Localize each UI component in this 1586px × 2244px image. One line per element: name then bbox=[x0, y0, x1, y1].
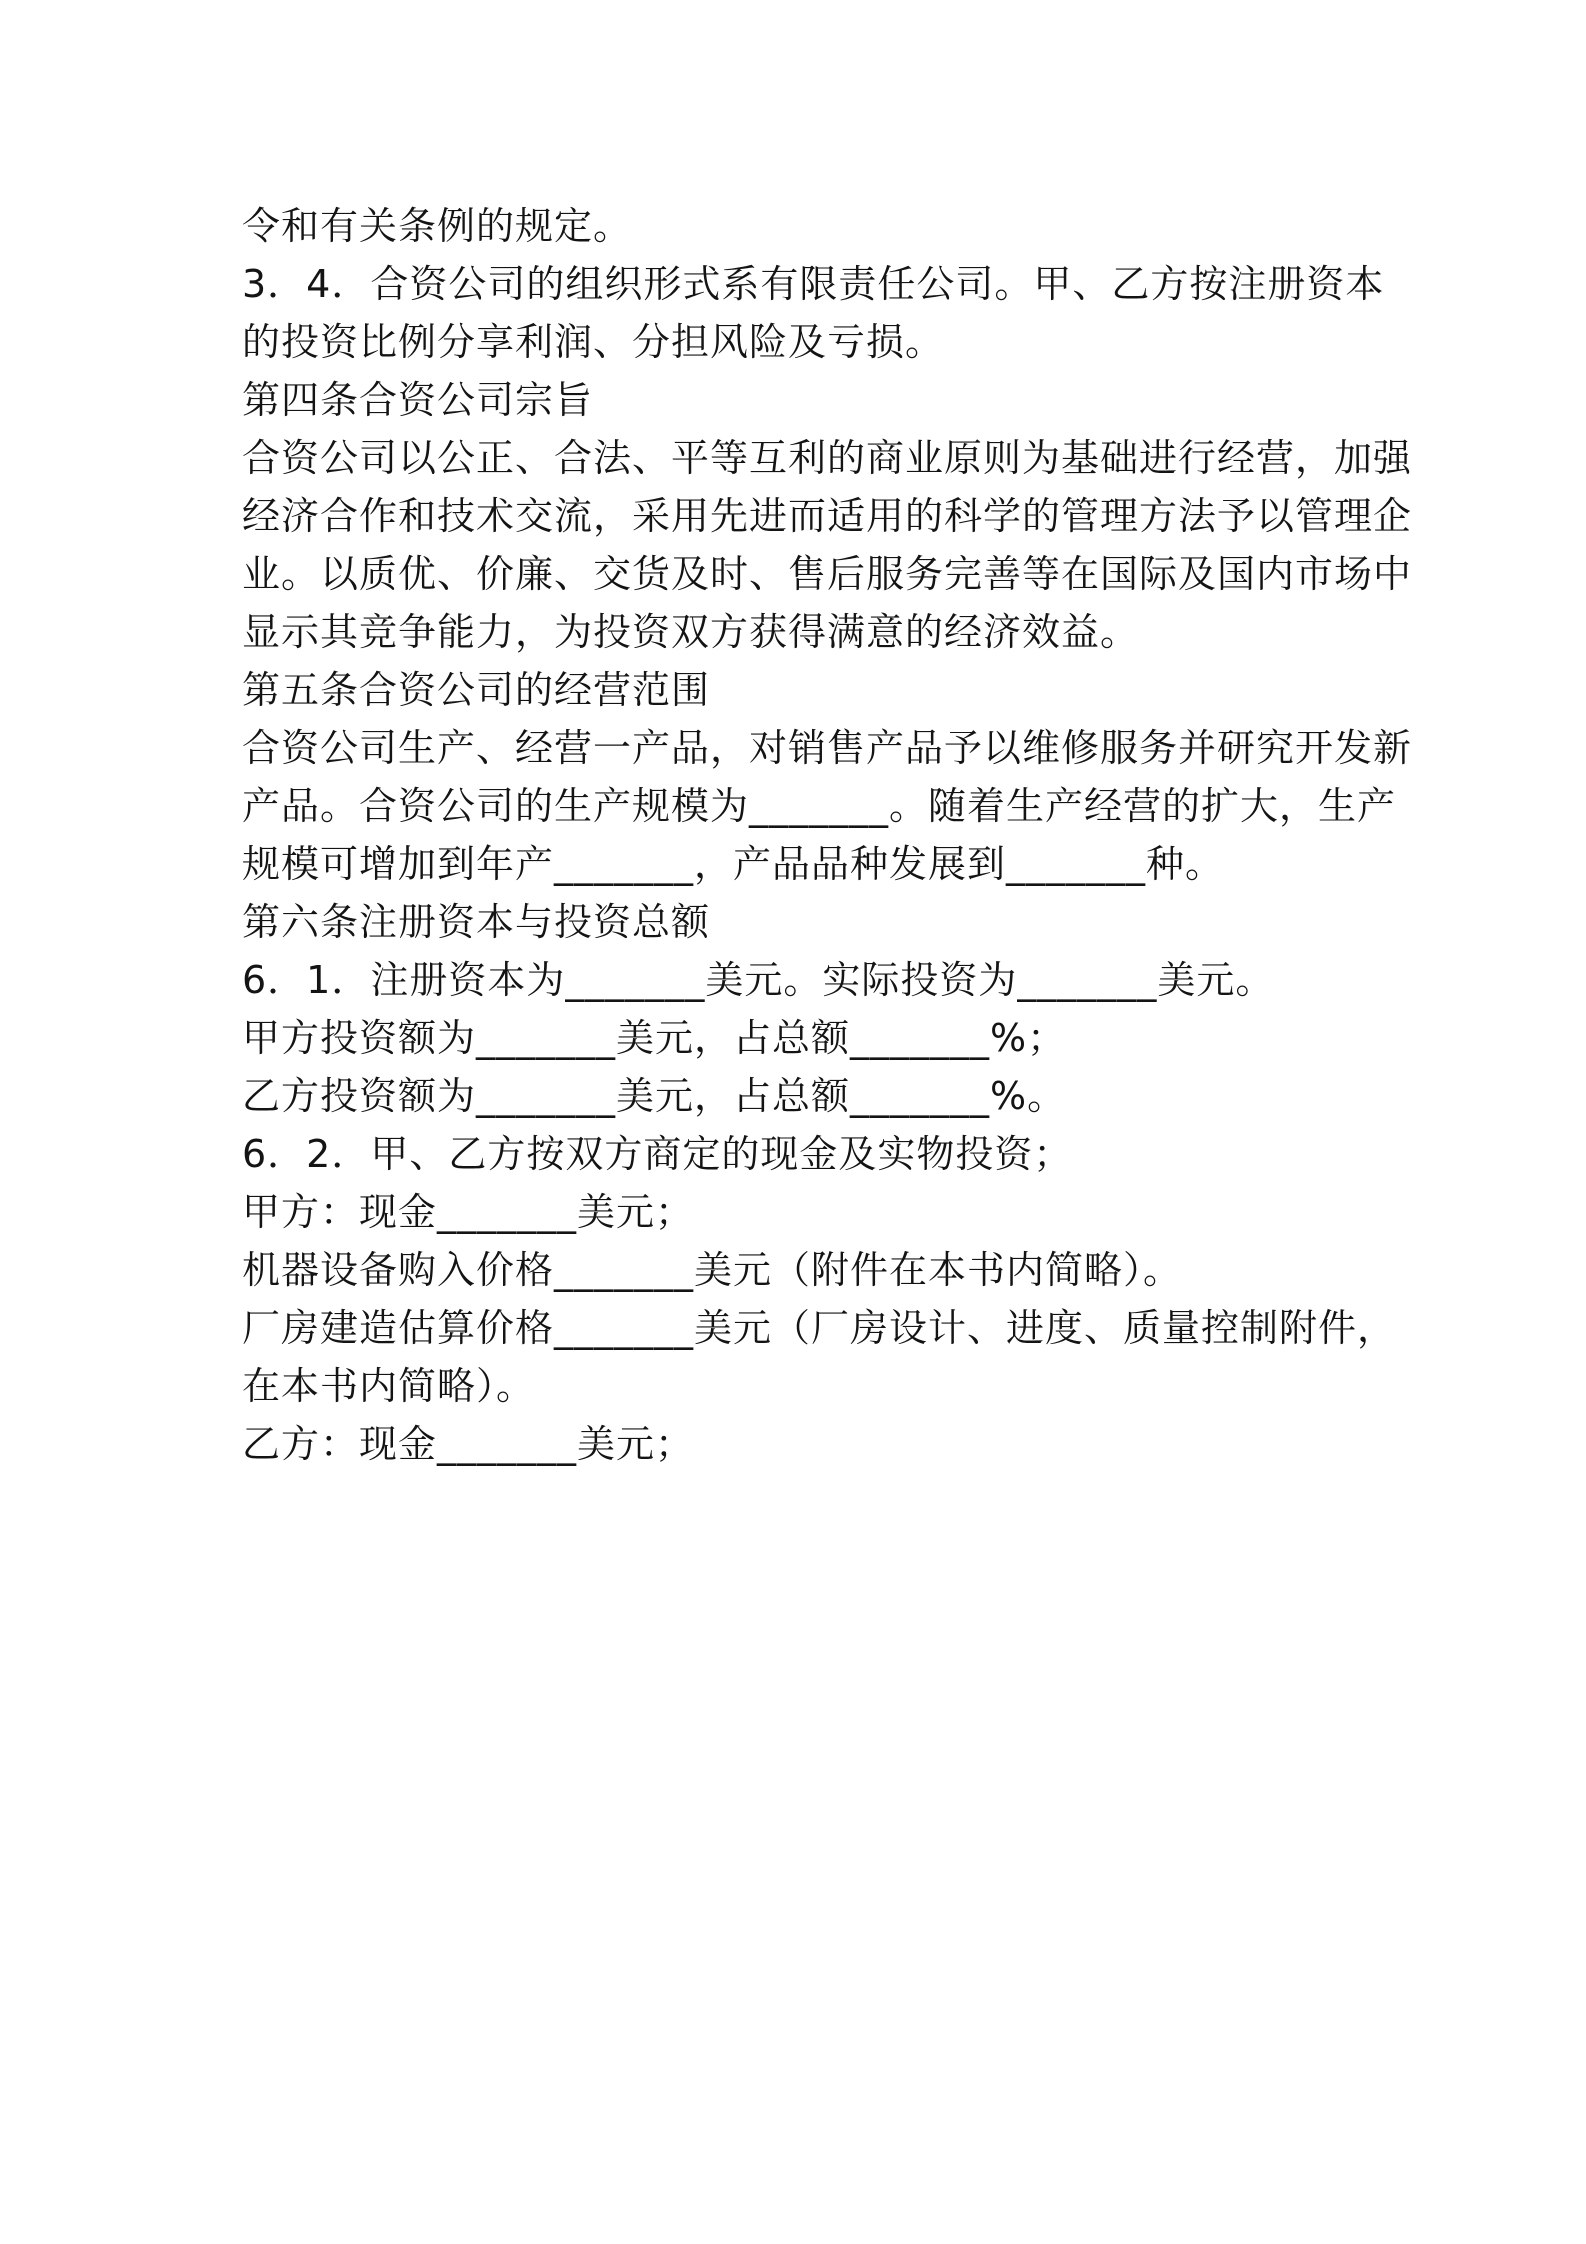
section-heading-5: 第五条合资公司的经营范围 bbox=[242, 668, 711, 712]
text-line-17: 6．2．甲、乙方按双方商定的现金及实物投资； bbox=[242, 1132, 1073, 1176]
text-line-22: 乙方：现金_______美元； bbox=[242, 1422, 695, 1466]
text-line-14: 6．1．注册资本为_______美元。实际投资为_______美元。 bbox=[242, 958, 1275, 1002]
text-line-21: 在本书内简略）。 bbox=[242, 1364, 536, 1408]
text-line-10: 合资公司生产、经营一产品，对销售产品予以维修服务并研究开发新 bbox=[242, 726, 1413, 770]
text-line-5: 合资公司以公正、合法、平等互利的商业原则为基础进行经营，加强 bbox=[242, 436, 1413, 480]
text-line-18: 甲方：现金_______美元； bbox=[242, 1190, 695, 1234]
text-line-11: 产品。合资公司的生产规模为_______。随着生产经营的扩大，生产 bbox=[242, 784, 1397, 828]
text-line-8: 显示其竞争能力，为投资双方获得满意的经济效益。 bbox=[242, 610, 1140, 654]
text-line-1: 令和有关条例的规定。 bbox=[242, 204, 633, 248]
text-line-3: 的投资比例分享利润、分担风险及亏损。 bbox=[242, 320, 945, 364]
text-line-2: 3．4．合资公司的组织形式系有限责任公司。甲、乙方按注册资本 bbox=[242, 262, 1385, 306]
text-line-19: 机器设备购入价格_______美元（附件在本书内简略）。 bbox=[242, 1248, 1183, 1292]
section-heading-6: 第六条注册资本与投资总额 bbox=[242, 900, 711, 944]
text-line-16: 乙方投资额为_______美元，占总额_______%。 bbox=[242, 1074, 1067, 1118]
text-line-20: 厂房建造估算价格_______美元（厂房设计、进度、质量控制附件， bbox=[242, 1306, 1397, 1350]
text-line-6: 经济合作和技术交流，采用先进而适用的科学的管理方法予以管理企 bbox=[242, 494, 1413, 538]
section-heading-4: 第四条合资公司宗旨 bbox=[242, 378, 594, 422]
text-line-15: 甲方投资额为_______美元，占总额_______%； bbox=[242, 1016, 1067, 1060]
text-line-7: 业。以质优、价廉、交货及时、售后服务完善等在国际及国内市场中 bbox=[242, 552, 1413, 596]
text-line-12: 规模可增加到年产_______，产品品种发展到_______种。 bbox=[242, 842, 1225, 886]
